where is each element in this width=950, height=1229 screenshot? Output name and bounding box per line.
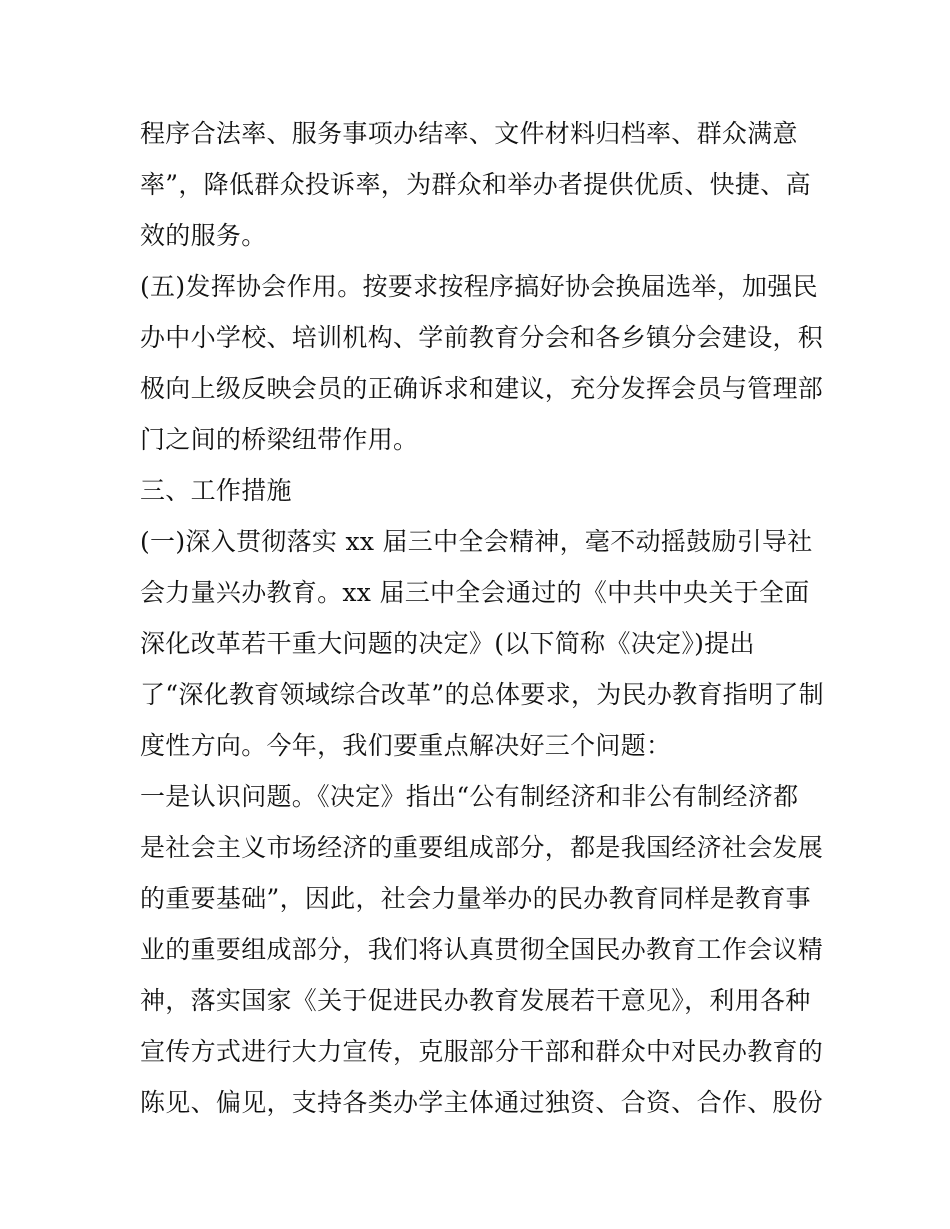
text-line: 业的重要组成部分，我们将认真贯彻全国民办教育工作会议精 [140,935,824,964]
text-line: 一是认识问题。《决定》指出“公有制经济和非公有制经济都 [140,782,799,811]
text-line: 效的服务。 [140,221,267,250]
text-line: 陈见、偏见，支持各类办学主体通过独资、合资、合作、股份 [140,1088,824,1117]
text-line: 是社会主义市场经济的重要组成部分，都是我国经济社会发展 [140,833,824,862]
text-line: 办中小学校、培训机构、学前教育分会和各乡镇分会建设，积 [140,323,824,352]
text-line: 程序合法率、服务事项办结率、文件材料归档率、群众满意 [140,119,798,148]
text-line: 神，落实国家《关于促进民办教育发展若干意见》，利用各种 [140,986,811,1015]
text-line: 极向上级反映会员的正确诉求和建议，充分发挥会员与管理部 [140,374,824,403]
text-line: 深化改革若干重大问题的决定》(以下简称《决定》)提出 [140,629,755,658]
text-line: 了“深化教育领域综合改革”的总体要求，为民办教育指明了制 [140,680,824,709]
text-line: 的重要基础”，因此，社会力量举办的民办教育同样是教育事 [140,884,811,913]
text-line: 会力量兴办教育。xx 届三中全会通过的《中共中央关于全面 [140,578,810,607]
text-line: 宣传方式进行大力宣传，克服部分干部和群众中对民办教育的 [140,1037,824,1066]
section-heading: 三、工作措施 [140,476,292,505]
text-line: 率”，降低群众投诉率，为群众和举办者提供优质、快捷、高 [140,170,811,199]
document-body [140,108,824,1128]
section-five-heading-line: (五)发挥协会作用。按要求按程序搞好协会换届选举，加强民 [140,272,818,301]
subsection-one-heading-line: (一)深入贯彻落实 xx 届三中全会精神，毫不动摇鼓励引导社 [140,527,813,556]
text-line: 度性方向。今年，我们要重点解决好三个问题： [140,731,672,760]
text-line: 门之间的桥梁纽带作用。 [140,425,419,454]
